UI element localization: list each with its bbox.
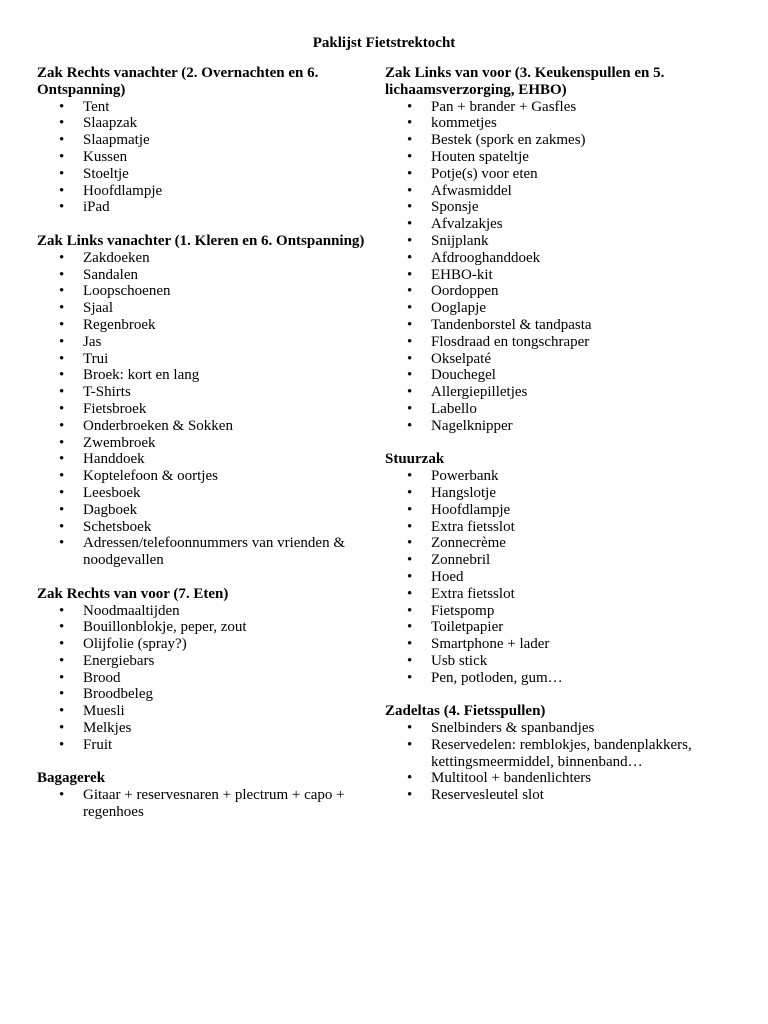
- list-item: [385, 300, 730, 317]
- list-item-text: Labello: [431, 400, 477, 417]
- list-item: [385, 418, 730, 435]
- list-item: [37, 317, 382, 334]
- bullet-icon: •: [407, 518, 413, 535]
- bullet-icon: •: [59, 132, 65, 149]
- list-item: [37, 300, 382, 317]
- list-item-text: kommetjes: [431, 115, 497, 132]
- list-item: [385, 367, 730, 384]
- list-item: [37, 401, 382, 418]
- list-item: [37, 283, 382, 300]
- bullet-icon: •: [59, 602, 65, 619]
- list-item: [385, 233, 730, 250]
- list-item-text: Schetsboek: [83, 518, 152, 535]
- list-item: [385, 166, 730, 183]
- list-item: [37, 519, 382, 536]
- bullet-icon: •: [59, 300, 65, 317]
- list-item: [37, 451, 382, 468]
- item-list: [37, 250, 382, 569]
- bullet-icon: •: [59, 417, 65, 434]
- list-item: [37, 535, 382, 569]
- bullet-icon: •: [407, 400, 413, 417]
- list-item: [385, 603, 730, 620]
- list-item: [37, 199, 382, 216]
- list-item: [37, 686, 382, 703]
- list-item-text: Broodbeleg: [83, 686, 153, 703]
- bullet-icon: •: [407, 619, 413, 636]
- list-item: [385, 720, 730, 737]
- list-item-text: Noodmaaltijden: [83, 602, 180, 619]
- list-item: [385, 636, 730, 653]
- list-item-text: Afdrooghanddoek: [431, 249, 541, 266]
- bullet-icon: •: [59, 686, 65, 703]
- bullet-icon: •: [59, 148, 65, 165]
- list-item-text: Toiletpapier: [431, 619, 504, 636]
- bullet-icon: •: [59, 468, 65, 485]
- list-item-text: Smartphone + lader: [431, 636, 550, 653]
- list-item-text: Muesli: [83, 703, 125, 720]
- list-item-text: Fietsbroek: [83, 400, 147, 417]
- list-item: [385, 250, 730, 267]
- bullet-icon: •: [407, 669, 413, 686]
- list-item-text: Afwasmiddel: [431, 182, 512, 199]
- list-item-text: Sandalen: [83, 266, 138, 283]
- bullet-icon: •: [59, 703, 65, 720]
- list-item: [385, 552, 730, 569]
- list-item: [385, 519, 730, 536]
- list-item: [37, 384, 382, 401]
- bullet-icon: •: [59, 652, 65, 669]
- list-item: [385, 468, 730, 485]
- list-item-text: EHBO-kit: [431, 266, 493, 283]
- list-item-text: Leesboek: [83, 484, 141, 501]
- list-item-text: Zwembroek: [83, 434, 156, 451]
- section-zak-rechts-van-voor-7-eten: [37, 586, 382, 754]
- section-zak-rechts-vanachter-2-overnachten-en-6-: [37, 65, 382, 216]
- list-item: [385, 132, 730, 149]
- bullet-icon: •: [407, 165, 413, 182]
- bullet-icon: •: [59, 518, 65, 535]
- bullet-icon: •: [59, 98, 65, 115]
- list-item-text: Flosdraad en tongschraper: [431, 333, 590, 350]
- list-item-text: Fietspomp: [431, 602, 495, 619]
- bullet-icon: •: [407, 216, 413, 233]
- list-item-text: Houten spateltje: [431, 148, 529, 165]
- list-item: [37, 99, 382, 116]
- bullet-icon: •: [59, 400, 65, 417]
- section-heading: Zak Links van voor (3. Keukenspullen en 5. lichaamsverzorging, EHBO): [385, 65, 665, 98]
- list-item: [385, 485, 730, 502]
- list-item-text: Loopschoenen: [83, 283, 171, 300]
- list-item-text: Nagelknipper: [431, 417, 513, 434]
- bullet-icon: •: [59, 283, 65, 300]
- list-item: [385, 737, 730, 771]
- list-item: [37, 351, 382, 368]
- item-list: [37, 99, 382, 217]
- list-item-text: Usb stick: [431, 652, 488, 669]
- list-item: [37, 636, 382, 653]
- bullet-icon: •: [407, 787, 413, 804]
- list-item: [37, 149, 382, 166]
- list-item-text: Sponsje: [431, 199, 479, 216]
- bullet-icon: •: [59, 787, 65, 804]
- list-item: [37, 115, 382, 132]
- bullet-icon: •: [59, 367, 65, 384]
- list-item: [385, 351, 730, 368]
- list-item-text: Tandenborstel & tandpasta: [431, 316, 592, 333]
- bullet-icon: •: [407, 316, 413, 333]
- bullet-icon: •: [59, 451, 65, 468]
- bullet-icon: •: [407, 384, 413, 401]
- bullet-icon: •: [407, 552, 413, 569]
- item-list: [385, 720, 730, 804]
- bullet-icon: •: [407, 350, 413, 367]
- list-item: [37, 485, 382, 502]
- list-item-text: Dagboek: [83, 501, 138, 518]
- section-heading: Zak Links vanachter (1. Kleren en 6. Ontspanning): [37, 232, 365, 249]
- list-item: [37, 166, 382, 183]
- list-item-text: iPad: [83, 199, 110, 216]
- list-item: [37, 603, 382, 620]
- bullet-icon: •: [407, 300, 413, 317]
- bullet-icon: •: [407, 199, 413, 216]
- list-item: [37, 653, 382, 670]
- list-item-text: Snijplank: [431, 232, 489, 249]
- section-heading: Zak Rechts van voor (7. Eten): [37, 585, 229, 602]
- list-item-text: Fruit: [83, 736, 113, 753]
- list-item-text: Slaapzak: [83, 115, 138, 132]
- bullet-icon: •: [59, 316, 65, 333]
- section-stuurzak: [385, 451, 730, 686]
- list-item-text: Potje(s) voor eten: [431, 165, 538, 182]
- list-item-text: Hoofdlampje: [431, 501, 511, 518]
- bullet-icon: •: [407, 132, 413, 149]
- list-item: [385, 317, 730, 334]
- list-item-text: Slaapmatje: [83, 132, 150, 149]
- bullet-icon: •: [59, 535, 65, 552]
- bullet-icon: •: [59, 249, 65, 266]
- item-list: [37, 603, 382, 754]
- list-item: [385, 99, 730, 116]
- list-item-text: Reservedelen: remblokjes, bandenplakkers, kettingsmeermiddel, binnenband…: [431, 736, 692, 770]
- list-item-text: Handdoek: [83, 451, 145, 468]
- bullet-icon: •: [59, 736, 65, 753]
- list-item-text: Afvalzakjes: [431, 216, 503, 233]
- list-item: [37, 670, 382, 687]
- bullet-icon: •: [407, 568, 413, 585]
- bullet-icon: •: [407, 602, 413, 619]
- list-item-text: Melkjes: [83, 720, 132, 737]
- bullet-icon: •: [407, 283, 413, 300]
- bullet-icon: •: [407, 333, 413, 350]
- bullet-icon: •: [407, 770, 413, 787]
- bullet-icon: •: [59, 165, 65, 182]
- bullet-icon: •: [407, 535, 413, 552]
- list-item: [385, 653, 730, 670]
- list-item: [385, 199, 730, 216]
- bullet-icon: •: [59, 619, 65, 636]
- list-item-text: Onderbroeken & Sokken: [83, 417, 233, 434]
- list-item: [385, 115, 730, 132]
- list-item: [385, 569, 730, 586]
- list-item-text: Kussen: [83, 148, 128, 165]
- list-item: [37, 418, 382, 435]
- list-item-text: Sjaal: [83, 300, 113, 317]
- bullet-icon: •: [407, 720, 413, 737]
- list-item: [385, 502, 730, 519]
- bullet-icon: •: [407, 148, 413, 165]
- bullet-icon: •: [407, 266, 413, 283]
- list-item: [37, 737, 382, 754]
- item-list: [37, 787, 382, 821]
- bullet-icon: •: [407, 636, 413, 653]
- list-item: [37, 367, 382, 384]
- bullet-icon: •: [407, 417, 413, 434]
- list-item-text: Allergiepilletjes: [431, 384, 528, 401]
- page-title: Paklijst Fietstrektocht: [312, 35, 456, 51]
- section-bagagerek: [37, 770, 382, 820]
- section-heading: Bagagerek: [37, 770, 106, 787]
- bullet-icon: •: [407, 468, 413, 485]
- list-item-text: Bouillonblokje, peper, zout: [83, 619, 247, 636]
- list-item-text: Reservesleutel slot: [431, 787, 544, 804]
- list-item: [37, 619, 382, 636]
- list-item: [37, 435, 382, 452]
- list-item-text: Tent: [83, 98, 110, 115]
- list-item: [37, 502, 382, 519]
- list-item: [37, 267, 382, 284]
- bullet-icon: •: [407, 182, 413, 199]
- list-item-text: Jas: [83, 333, 102, 350]
- list-item: [385, 535, 730, 552]
- list-item: [37, 703, 382, 720]
- list-item: [37, 132, 382, 149]
- list-item-text: Hoofdlampje: [83, 182, 163, 199]
- list-item-text: Powerbank: [431, 468, 499, 485]
- list-item: [37, 787, 382, 821]
- list-item-text: Olijfolie (spray?): [83, 636, 187, 653]
- list-item-text: Extra fietsslot: [431, 585, 515, 602]
- list-item-text: Stoeltje: [83, 165, 129, 182]
- bullet-icon: •: [59, 636, 65, 653]
- list-item-text: Adressen/telefoonnummers van vrienden & noodgevallen: [83, 535, 346, 569]
- list-item: [37, 720, 382, 737]
- list-item-text: Zonnecrème: [431, 535, 506, 552]
- list-item-text: Hangslotje: [431, 484, 496, 501]
- list-item-text: Energiebars: [83, 652, 155, 669]
- list-item-text: Okselpaté: [431, 350, 491, 367]
- list-item-text: Douchegel: [431, 367, 496, 384]
- bullet-icon: •: [407, 585, 413, 602]
- bullet-icon: •: [407, 484, 413, 501]
- bullet-icon: •: [59, 182, 65, 199]
- list-item: [385, 183, 730, 200]
- list-item-text: Pen, potloden, gum…: [431, 669, 563, 686]
- bullet-icon: •: [59, 266, 65, 283]
- section-heading: Zak Rechts vanachter (2. Overnachten en 6. Ontspanning): [37, 65, 319, 98]
- bullet-icon: •: [407, 367, 413, 384]
- section-heading: Zadeltas (4. Fietsspullen): [385, 703, 546, 720]
- right-column: [385, 65, 730, 821]
- item-list: [385, 99, 730, 435]
- list-item: [37, 183, 382, 200]
- list-item-text: Regenbroek: [83, 316, 156, 333]
- bullet-icon: •: [59, 669, 65, 686]
- section-zak-links-van-voor-3-keukenspullen-en-5-: [385, 65, 730, 435]
- list-item: [385, 149, 730, 166]
- list-item: [385, 787, 730, 804]
- bullet-icon: •: [407, 232, 413, 249]
- list-item: [37, 468, 382, 485]
- bullet-icon: •: [407, 501, 413, 518]
- list-item: [385, 586, 730, 603]
- list-item-text: Extra fietsslot: [431, 518, 515, 535]
- list-item: [385, 283, 730, 300]
- bullet-icon: •: [59, 333, 65, 350]
- item-list: [385, 468, 730, 686]
- bullet-icon: •: [407, 249, 413, 266]
- bullet-icon: •: [407, 736, 413, 753]
- list-item-text: Snelbinders & spanbandjes: [431, 720, 595, 737]
- list-item-text: Koptelefoon & oortjes: [83, 468, 218, 485]
- list-item-text: Broek: kort en lang: [83, 367, 200, 384]
- bullet-icon: •: [59, 384, 65, 401]
- list-item-text: Trui: [83, 350, 109, 367]
- list-item-text: T-Shirts: [83, 384, 131, 401]
- bullet-icon: •: [407, 98, 413, 115]
- list-item-text: Ooglapje: [431, 300, 486, 317]
- bullet-icon: •: [59, 199, 65, 216]
- list-item: [37, 334, 382, 351]
- list-item: [385, 401, 730, 418]
- bullet-icon: •: [407, 652, 413, 669]
- list-item-text: Pan + brander + Gasfles: [431, 98, 577, 115]
- list-item-text: Oordoppen: [431, 283, 499, 300]
- list-item-text: Zonnebril: [431, 552, 491, 569]
- bullet-icon: •: [59, 115, 65, 132]
- list-item: [385, 216, 730, 233]
- bullet-icon: •: [407, 115, 413, 132]
- list-item: [385, 267, 730, 284]
- bullet-icon: •: [59, 720, 65, 737]
- left-column: [37, 65, 382, 838]
- bullet-icon: •: [59, 484, 65, 501]
- list-item: [37, 250, 382, 267]
- bullet-icon: •: [59, 501, 65, 518]
- list-item-text: Brood: [83, 669, 121, 686]
- list-item: [385, 334, 730, 351]
- list-item: [385, 770, 730, 787]
- bullet-icon: •: [59, 350, 65, 367]
- list-item-text: Bestek (spork en zakmes): [431, 132, 586, 149]
- section-heading: Stuurzak: [385, 451, 445, 468]
- list-item-text: Zakdoeken: [83, 249, 150, 266]
- list-item-text: Hoed: [431, 568, 464, 585]
- bullet-icon: •: [59, 434, 65, 451]
- list-item: [385, 670, 730, 687]
- list-item-text: Multitool + bandenlichters: [431, 770, 592, 787]
- list-item: [385, 619, 730, 636]
- section-zak-links-vanachter-1-kleren-en-6-ontspa: [37, 233, 382, 569]
- list-item-text: Gitaar + reservesnaren + plectrum + capo + regenhoes: [83, 787, 345, 821]
- section-zadeltas-4-fietsspullen: [385, 703, 730, 804]
- list-item: [385, 384, 730, 401]
